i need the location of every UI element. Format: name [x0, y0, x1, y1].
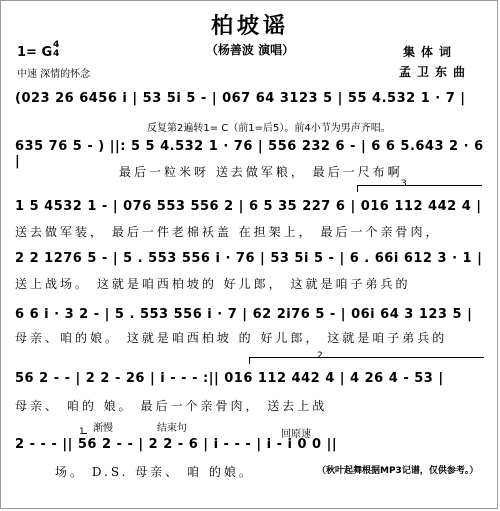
staff-line-2: 635 76 5 - ) ||: 5 5 4.532 1 · 76 | 556 232 6 - | 6 6 5.643 2 · 6 | [15, 139, 484, 169]
staff-line-4: 2 2 1276 5 - | 5 . 553 556 i · 76 | 53 5i 5 - | 6 . 66i 612 3 · 1 | [15, 251, 483, 266]
coda-mark: 结束句 [157, 423, 187, 434]
lyric-line-4: 送上战场。 这就是咱西柏坡的 好儿郎， 这就是咱子弟兵的 [15, 277, 411, 291]
tempo-marking: 中速 深情的怀念 [17, 69, 91, 80]
volta-2-label: 2 [317, 351, 323, 361]
staff-line-7: 2 - - - || 56 2 - - | 2 2 - 6 | i - - - | i - i 0 0 || [15, 437, 338, 452]
lyric-line-3: 送去做军装， 最后一件老棉袄盖 在担架上， 最后一个亲骨肉， [15, 225, 441, 239]
time-signature [53, 41, 59, 59]
lyricist-credit: 集体词 [403, 45, 458, 59]
meter-bottom: 4 [53, 49, 60, 59]
volta-1-label: 1 [79, 427, 85, 437]
modulation-note: 反复第2遍转1= C（前1=后5）。前4小节为男声齐唱。 [147, 123, 391, 134]
staff-line-1: (023 26 6456 i | 53 5i 5 - | 067 64 3123 5 | 55 4.532 1 · 7 | [15, 91, 466, 106]
volta-bracket-3 [357, 185, 482, 192]
composer-credit: 孟卫东曲 [399, 65, 472, 79]
lyric-line-6: 母亲、 咱的 娘。 最后一个亲骨肉， 送去上战 [15, 399, 328, 413]
lyric-line-7: 场。 D.S. 母亲、 咱 的娘。 [55, 465, 254, 479]
performer-credit: （杨善波 演唱） [205, 43, 295, 57]
volta-3-label: 3 [401, 179, 407, 189]
staff-line-3: 1 5 4532 1 - | 076 553 556 2 | 6 5 35 227 6 | 016 112 442 4 | [15, 199, 482, 214]
staff-line-6: 56 2 - - | 2 2 - 26 | i - - - :|| 016 112 442 4 | 4 26 4 - 53 | [15, 371, 444, 386]
volta-bracket-2 [249, 357, 484, 364]
lyric-line-2: 最后一粒米呀 送去做军粮， 最后一尺布啊 [119, 165, 403, 179]
a-tempo-mark: 回原速 [281, 429, 311, 440]
ritardando-mark: 渐慢 [93, 423, 113, 434]
song-title: 柏坡谣 [210, 13, 289, 39]
footnote: （秋叶起舞根据MP3记谱，仅供参考。） [317, 466, 479, 476]
key-signature: 1= G [17, 45, 53, 60]
meter-top: 4 [53, 40, 60, 50]
lyric-line-5: 母亲、咱的娘。 这就是咱西柏坡 的 好儿郎， 这就是咱子弟兵的 [15, 331, 448, 345]
staff-line-5: 6 6 i · 3 2 - | 5 . 553 556 i · 7 | 62 2i76 5 - | 06i 64 3 123 5 | [15, 307, 473, 322]
